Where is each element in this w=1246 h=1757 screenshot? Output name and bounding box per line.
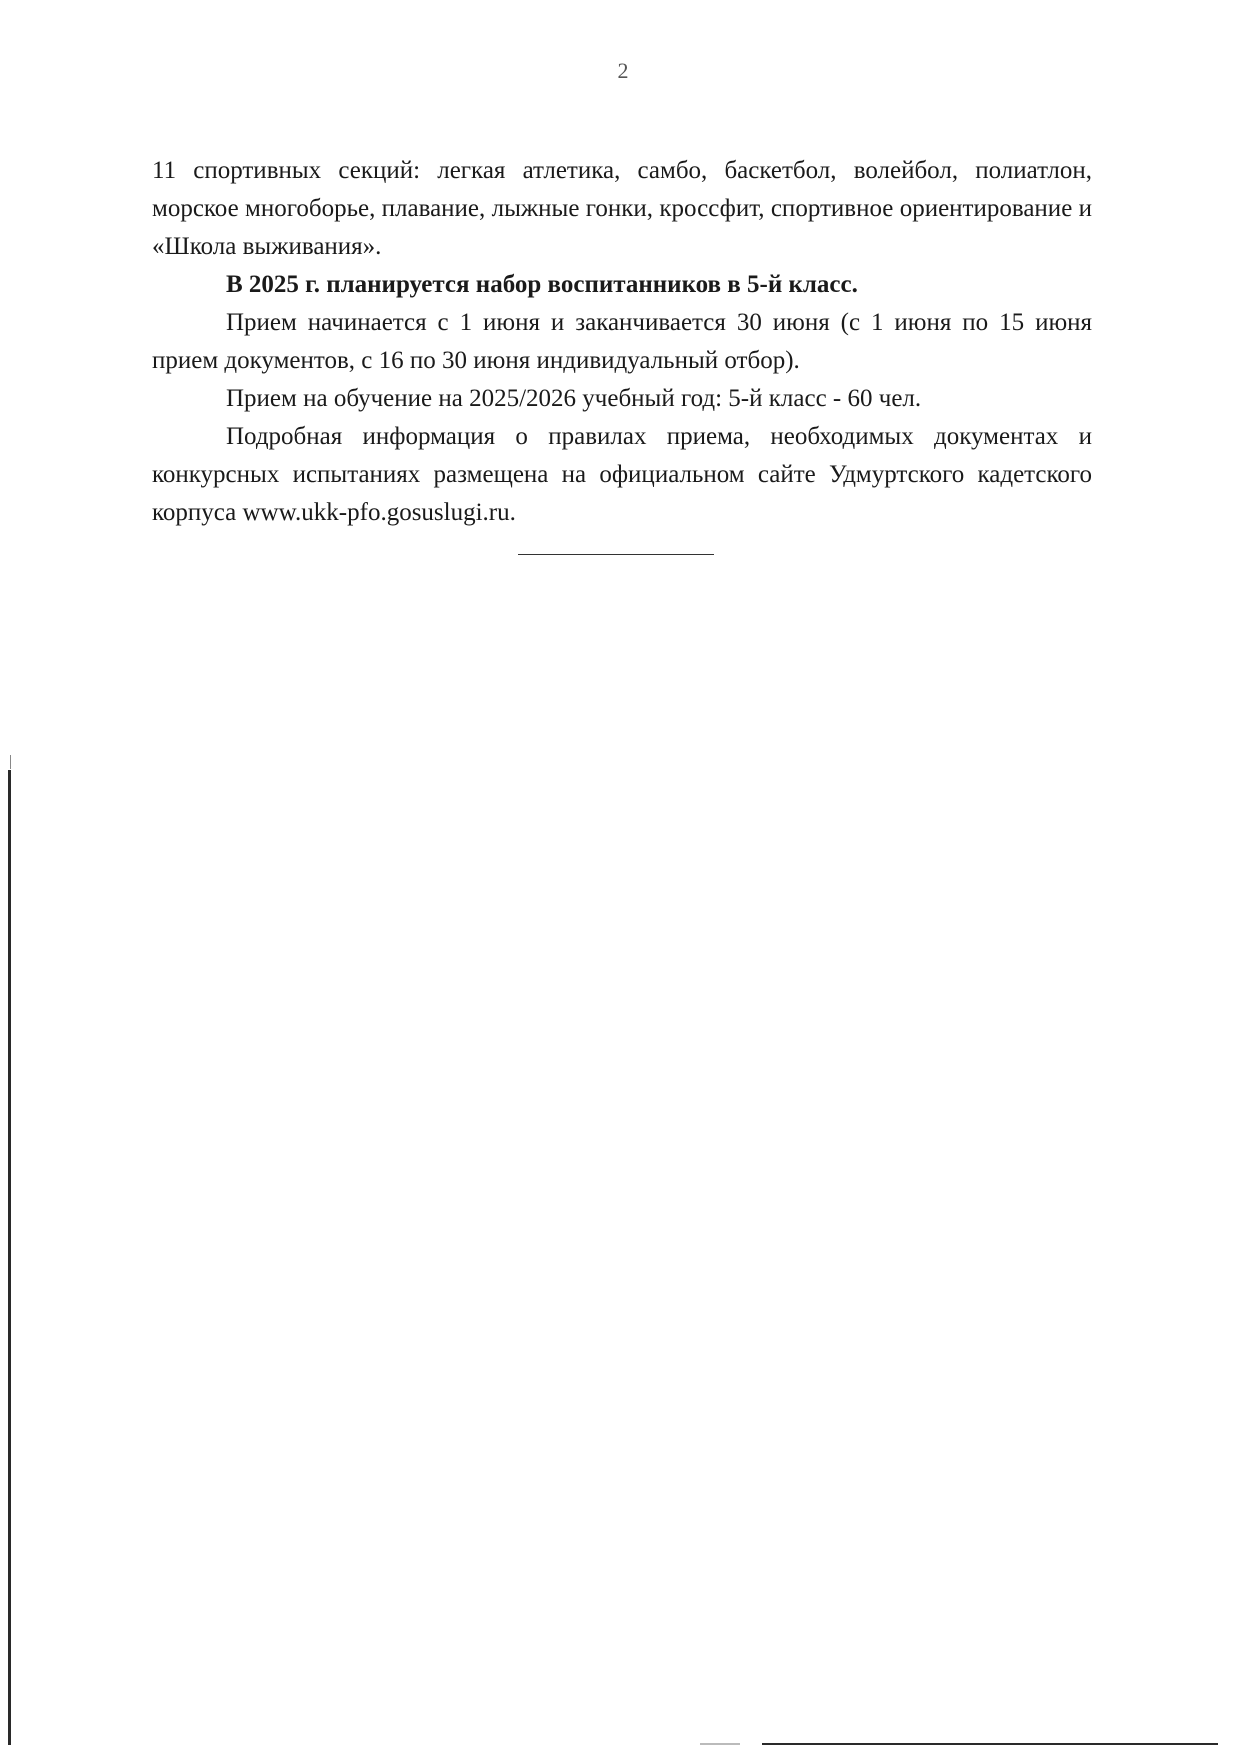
scan-bottom-line xyxy=(762,1743,1218,1745)
scan-margin-tick xyxy=(10,755,11,769)
scan-margin-line xyxy=(8,770,11,1745)
end-of-text-divider xyxy=(518,554,714,555)
scan-bottom-dash xyxy=(700,1743,740,1745)
paragraph-admission-quota: Прием на обучение на 2025/2026 учебный год: 5-й класс - 60 чел. xyxy=(226,385,922,412)
page-number: 2 xyxy=(617,58,629,83)
paragraph-sports-sections: 11 спортивных секций: легкая атлетика, самбо, баскетбол, волейбол, полиатлон, морское многоборье, плавание, лыжные гонки, кроссфит, спортивное ориентирование и «Школа выживания». xyxy=(152,157,1092,260)
paragraph-more-info: Подробная информация о правилах приема, необходимых документах и конкурсных испытаниях размещена на официальном сайте Удмуртского кадетского корпуса www.ukk-pfo.gosuslugi.ru. xyxy=(152,423,1092,526)
document-body xyxy=(152,152,1092,555)
paragraph-admission-dates: Прием начинается с 1 июня и заканчивается 30 июня (с 1 июня по 15 июня прием документов, с 16 по 30 июня индивидуальный отбор). xyxy=(152,309,1092,374)
paragraph-enrollment-heading: В 2025 г. планируется набор воспитанников в 5-й класс. xyxy=(226,271,858,298)
